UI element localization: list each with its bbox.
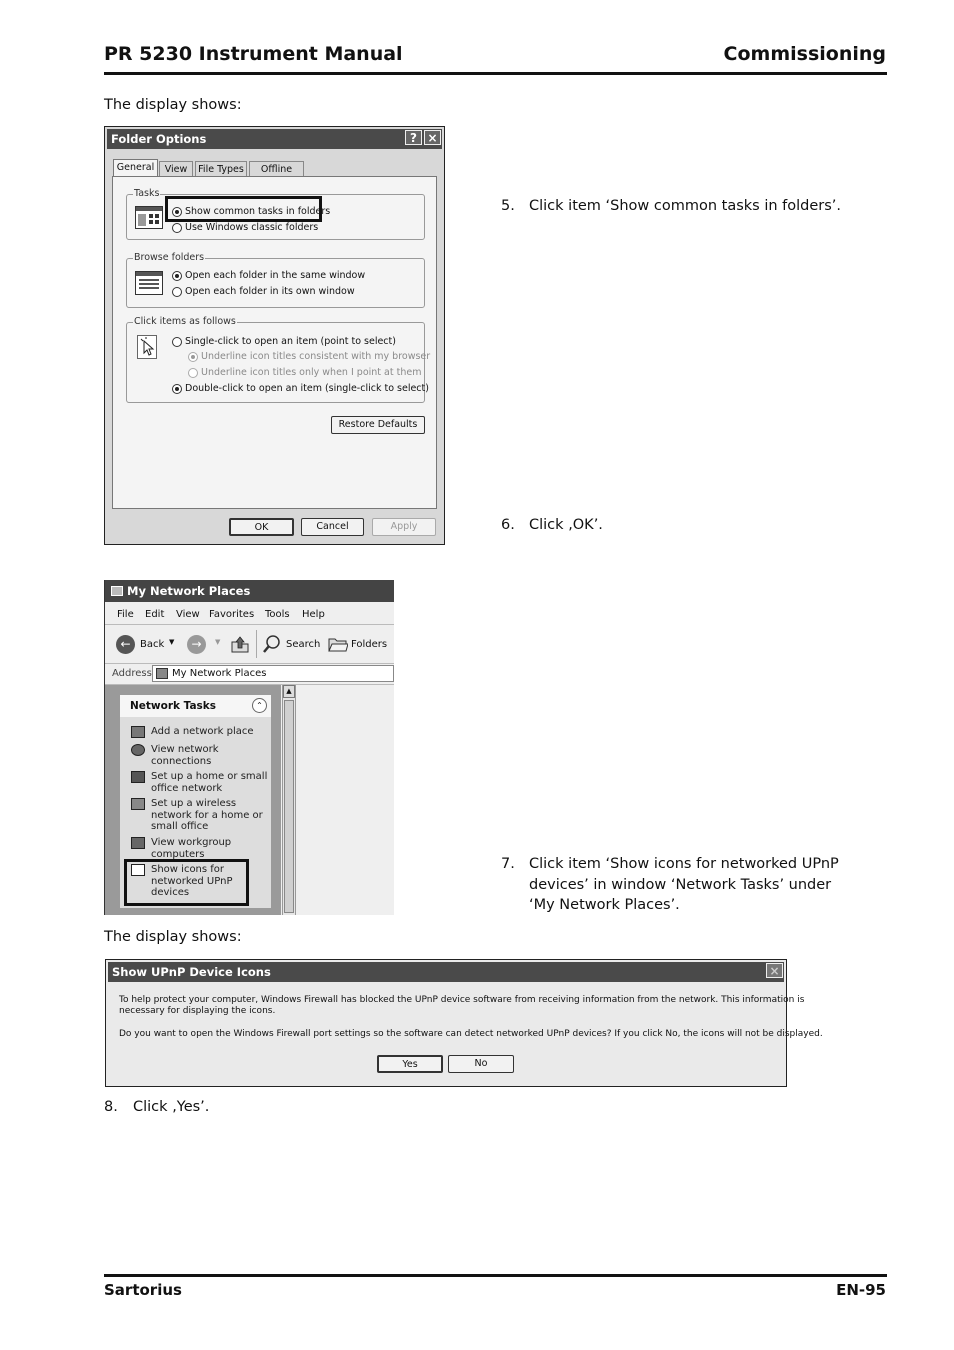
underline-point-radio[interactable] bbox=[188, 368, 198, 378]
network-connections-icon bbox=[131, 744, 145, 756]
cancel-button[interactable]: Cancel bbox=[301, 518, 364, 536]
workgroup-computers-icon bbox=[131, 837, 145, 849]
upnp-close-icon[interactable]: × bbox=[766, 963, 783, 978]
address-field[interactable] bbox=[152, 665, 394, 682]
collapse-chevron-icon[interactable]: ⌃ bbox=[252, 698, 267, 713]
footer-page-number: EN-95 bbox=[836, 1281, 886, 1299]
step-6-text: Click ‚OK’. bbox=[529, 517, 603, 533]
folders-button-label[interactable]: Folders bbox=[351, 639, 388, 650]
address-label: Address bbox=[112, 668, 152, 679]
tab-file-types[interactable] bbox=[195, 161, 247, 177]
search-button-label[interactable]: Search bbox=[286, 639, 321, 650]
browse-folders-icon bbox=[135, 271, 163, 295]
underline-consistent-label[interactable]: Underline icon titles consistent with my browser bbox=[201, 351, 431, 362]
forward-icon[interactable]: → bbox=[187, 635, 206, 654]
upnp-dialog-titlebar bbox=[108, 962, 784, 982]
underline-consistent-radio[interactable] bbox=[188, 352, 198, 362]
footer-company: Sartorius bbox=[104, 1281, 182, 1299]
menu-tools[interactable]: Tools bbox=[265, 609, 290, 620]
scroll-up-icon[interactable]: ▲ bbox=[283, 685, 295, 698]
step-7 bbox=[501, 854, 861, 918]
address-value: My Network Places bbox=[172, 668, 267, 679]
pointer-click-icon bbox=[137, 335, 157, 359]
step-7-line-3: ‘My Network Places’. bbox=[529, 897, 680, 913]
click-items-group-label: Click items as follows bbox=[134, 316, 236, 327]
single-click-label[interactable]: Single-click to open an item (point to select) bbox=[185, 336, 396, 347]
network-places-small-icon bbox=[156, 668, 168, 679]
intro-text-2: The display shows: bbox=[104, 929, 242, 945]
task-label: network for a home or bbox=[151, 809, 263, 821]
menu-edit[interactable]: Edit bbox=[145, 609, 165, 620]
menu-help[interactable]: Help bbox=[302, 609, 325, 620]
address-bar bbox=[105, 664, 394, 685]
tasks-folder-icon bbox=[135, 206, 163, 229]
back-icon[interactable]: ← bbox=[116, 635, 135, 654]
click-items-group bbox=[126, 316, 431, 403]
use-classic-folders-label[interactable]: Use Windows classic folders bbox=[185, 222, 319, 233]
intro-text-1: The display shows: bbox=[104, 97, 242, 113]
step-6-number: 6. bbox=[501, 517, 515, 533]
tasks-group-label: Tasks bbox=[134, 188, 160, 199]
footer-rule bbox=[104, 1274, 887, 1277]
tab-general[interactable] bbox=[113, 159, 158, 177]
help-button[interactable]: ? bbox=[405, 130, 422, 145]
task-label: small office bbox=[151, 821, 209, 832]
home-network-icon bbox=[131, 771, 145, 783]
back-dropdown-icon[interactable]: ▼ bbox=[169, 638, 175, 646]
tab-general-label: General bbox=[116, 162, 155, 173]
task-label: View workgroup bbox=[151, 837, 232, 848]
step-7-line-2: devices’ in window ‘Network Tasks’ under bbox=[529, 876, 832, 893]
folder-options-window bbox=[104, 126, 445, 545]
step-8-text: Click ‚Yes’. bbox=[133, 1099, 210, 1115]
ok-button[interactable]: OK bbox=[229, 518, 294, 536]
upnp-message-1-line-2: necessary for displaying the icons. bbox=[119, 1006, 276, 1016]
scroll-thumb[interactable] bbox=[284, 700, 294, 913]
highlight-show-common-tasks bbox=[165, 196, 322, 222]
network-places-title: My Network Places bbox=[127, 584, 251, 598]
upnp-dialog-title: Show UPnP Device Icons bbox=[112, 965, 271, 979]
menu-bar bbox=[105, 604, 394, 625]
network-places-icon bbox=[111, 586, 123, 596]
manual-title: PR 5230 Instrument Manual bbox=[104, 43, 403, 65]
task-label: computers bbox=[151, 848, 205, 860]
tab-file-types-label: File Types bbox=[198, 164, 244, 175]
open-own-window-radio[interactable] bbox=[172, 287, 182, 297]
task-label: Set up a home or small bbox=[151, 771, 268, 782]
double-click-label[interactable]: Double-click to open an item (single-click to select) bbox=[185, 383, 429, 394]
highlight-show-upnp-icons bbox=[124, 859, 249, 906]
menu-view[interactable]: View bbox=[176, 609, 200, 620]
no-button[interactable]: No bbox=[448, 1055, 514, 1073]
general-tab-panel bbox=[112, 176, 437, 509]
folder-options-titlebar bbox=[107, 129, 442, 149]
toolbar-separator bbox=[256, 630, 257, 658]
section-title: Commissioning bbox=[723, 43, 886, 65]
tab-view-label: View bbox=[164, 164, 188, 175]
restore-defaults-button[interactable]: Restore Defaults bbox=[331, 416, 425, 434]
tab-offline-files[interactable] bbox=[249, 161, 304, 177]
task-label: networked UPnP bbox=[151, 875, 233, 887]
open-same-window-radio[interactable] bbox=[172, 271, 182, 281]
underline-point-label[interactable]: Underline icon titles only when I point at them bbox=[201, 367, 422, 378]
network-places-window bbox=[104, 580, 394, 915]
open-same-window-label[interactable]: Open each folder in the same window bbox=[185, 270, 366, 281]
network-tasks-panel bbox=[120, 695, 271, 908]
upnp-dialog-window bbox=[105, 959, 823, 1087]
task-label: Add a network place bbox=[151, 726, 254, 737]
header-rule bbox=[104, 72, 887, 75]
network-tasks-title: Network Tasks bbox=[130, 700, 217, 712]
wireless-network-icon bbox=[131, 798, 145, 810]
up-folder-icon[interactable] bbox=[230, 634, 250, 654]
tab-offline-files-label: Offline bbox=[260, 164, 293, 175]
step-7-line-1: Click item ‘Show icons for networked UPnP bbox=[529, 856, 839, 872]
step-7-number: 7. bbox=[501, 856, 515, 872]
double-click-radio[interactable] bbox=[172, 384, 182, 394]
task-label: devices bbox=[151, 887, 190, 898]
browse-folders-group bbox=[126, 252, 425, 308]
search-icon[interactable] bbox=[262, 634, 282, 654]
show-common-tasks-label[interactable]: Show common tasks in folders bbox=[185, 206, 331, 217]
open-own-window-label[interactable]: Open each folder in its own window bbox=[185, 286, 355, 297]
forward-dropdown-icon[interactable]: ▼ bbox=[215, 638, 221, 646]
task-label: View network bbox=[151, 744, 219, 755]
single-click-radio[interactable] bbox=[172, 337, 182, 347]
back-button-label[interactable]: Back bbox=[140, 639, 165, 650]
browse-folders-group-label: Browse folders bbox=[134, 252, 205, 263]
step-8 bbox=[104, 1097, 464, 1119]
step-6 bbox=[501, 515, 861, 537]
menu-file[interactable]: File bbox=[117, 609, 134, 620]
step-5-number: 5. bbox=[501, 198, 515, 214]
task-label: office network bbox=[151, 782, 223, 794]
vertical-scrollbar[interactable] bbox=[282, 685, 296, 915]
toolbar bbox=[105, 625, 394, 664]
network-tasks-header[interactable] bbox=[120, 695, 271, 717]
upnp-message-1-line-1: To help protect your computer, Windows Firewall has blocked the UPnP device software from receiving information from the network. This information is bbox=[119, 995, 805, 1005]
folder-options-title: Folder Options bbox=[111, 132, 207, 146]
apply-button[interactable]: Apply bbox=[372, 518, 436, 536]
menu-favorites[interactable]: Favorites bbox=[209, 609, 255, 620]
upnp-message-2: Do you want to open the Windows Firewall port settings so the software can detect networked UPnP devices? If you click No, the icons will not be displayed. bbox=[119, 1029, 823, 1039]
tab-view[interactable] bbox=[159, 161, 193, 177]
add-network-place-icon bbox=[131, 726, 145, 738]
step-5 bbox=[501, 196, 861, 218]
close-button[interactable]: × bbox=[424, 130, 441, 145]
task-label: Show icons for bbox=[151, 864, 225, 875]
task-label: connections bbox=[151, 755, 212, 767]
yes-button[interactable]: Yes bbox=[377, 1055, 443, 1073]
network-places-titlebar bbox=[105, 580, 394, 602]
use-classic-folders-radio[interactable] bbox=[172, 223, 182, 233]
task-label: Set up a wireless bbox=[151, 798, 237, 809]
step-8-number: 8. bbox=[104, 1099, 118, 1115]
folders-icon[interactable] bbox=[328, 635, 348, 653]
step-5-text: Click item ‘Show common tasks in folders’. bbox=[529, 198, 842, 214]
